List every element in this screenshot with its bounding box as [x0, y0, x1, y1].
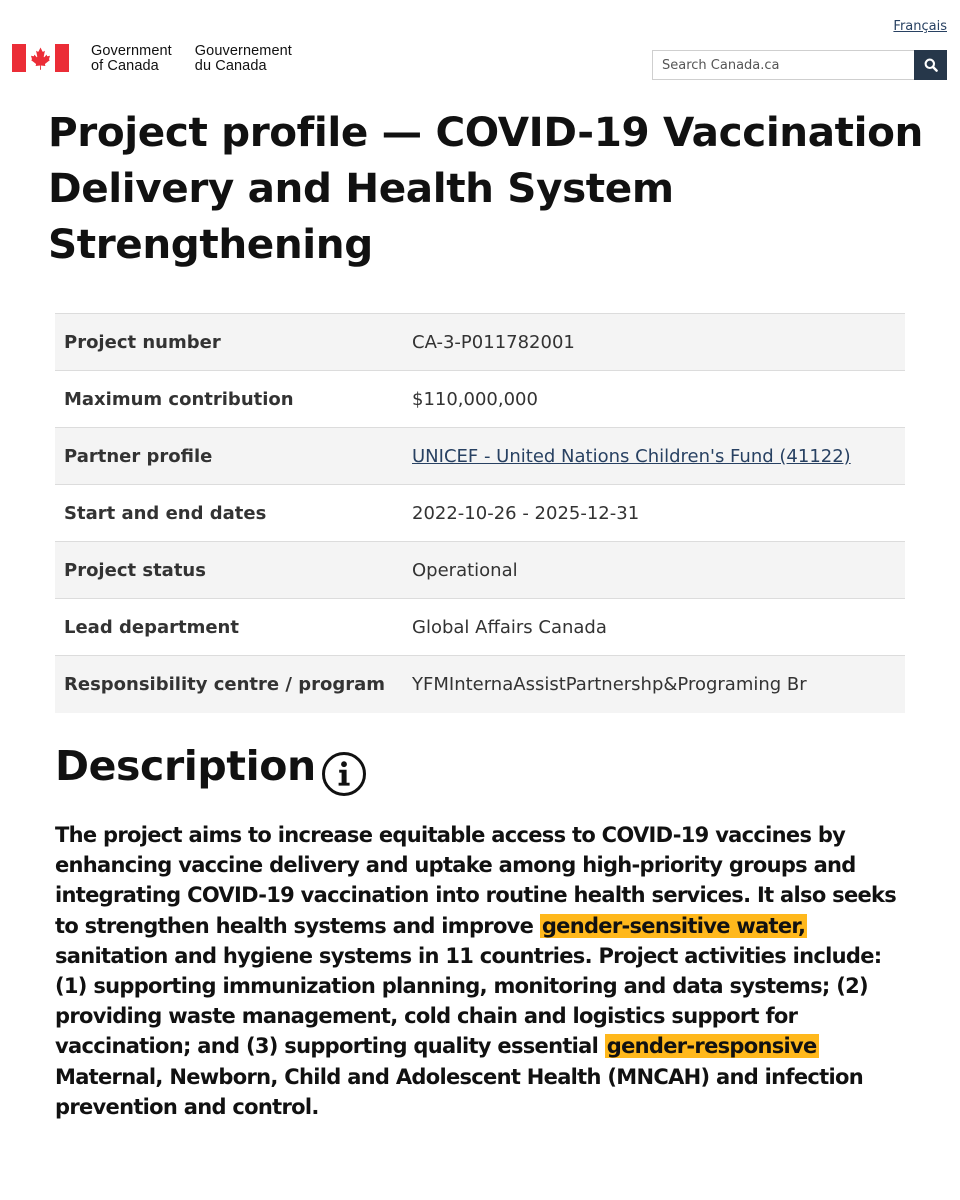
table-row	[55, 656, 905, 713]
info-circle-icon	[320, 750, 368, 798]
canada-flag-icon	[12, 44, 69, 72]
description-text-part-1: The project aims to increase equitable access to COVID-19 vaccines by enhancing vaccine delivery and uptake among high-priority groups and integrating COVID-19 vaccination into routine health services. It also seeks to strengthen health systems and improve	[55, 823, 897, 938]
row-value: Global Affairs Canada	[412, 616, 607, 638]
row-label: Partner profile	[64, 445, 213, 467]
brand-en-line-1: Government	[91, 43, 172, 59]
description-text-part-2: sanitation and hygiene systems in 11 countries. Project activities include: (1) supporting immunization planning, monitoring and data systems; (2) providing waste management, cold chain and logistics support for vaccination; and (3) supporting quality essential	[55, 943, 882, 1059]
description-text	[55, 820, 915, 1122]
brand-text-english	[91, 44, 172, 74]
row-label: Start and end dates	[64, 502, 267, 524]
row-label: Maximum contribution	[64, 388, 294, 410]
row-value	[412, 428, 905, 485]
description-heading: Description	[55, 742, 316, 790]
brand-fr-line-2: du Canada	[194, 58, 267, 74]
description-heading-wrapper	[55, 738, 368, 794]
table-row	[55, 542, 905, 599]
brand-en-line-2: of Canada	[91, 58, 159, 74]
row-value: Operational	[412, 559, 518, 581]
row-label: Lead department	[64, 616, 239, 638]
highlight-gender-responsive: gender-responsive	[606, 1034, 817, 1059]
table-row	[55, 428, 905, 485]
table-row	[55, 485, 905, 542]
partner-profile-link[interactable]: UNICEF - United Nations Children's Fund (41122)	[412, 445, 851, 467]
row-value: 2022-10-26 - 2025-12-31	[412, 502, 640, 524]
brand-text-french	[195, 44, 292, 74]
highlight-gender-sensitive: gender-sensitive water,	[541, 913, 806, 938]
row-value: CA-3-P011782001	[412, 331, 575, 353]
table-row	[55, 371, 905, 428]
site-search	[652, 50, 947, 80]
magnifier-icon	[924, 58, 938, 72]
row-value: YFMInternaAssistPartnershp&Programing Br	[412, 673, 807, 695]
table-row	[55, 599, 905, 656]
row-label: Responsibility centre / program	[64, 673, 386, 695]
table-row	[55, 314, 905, 371]
language-toggle-link[interactable]: Français	[893, 19, 947, 34]
project-details-table	[55, 313, 905, 713]
row-value: $110,000,000	[412, 388, 538, 410]
row-label: Project status	[64, 559, 206, 581]
brand-fr-line-1: Gouvernement	[194, 43, 292, 59]
row-label: Project number	[64, 331, 221, 353]
description-text-part-3: Maternal, Newborn, Child and Adolescent Health (MNCAH) and infection prevention and control.	[55, 1064, 863, 1119]
page-title: Project profile — COVID-19 Vaccination Delivery and Health System Strengthening	[48, 108, 923, 268]
search-button[interactable]	[914, 50, 947, 80]
search-input[interactable]	[652, 50, 914, 80]
government-of-canada-signature[interactable]	[12, 44, 292, 74]
